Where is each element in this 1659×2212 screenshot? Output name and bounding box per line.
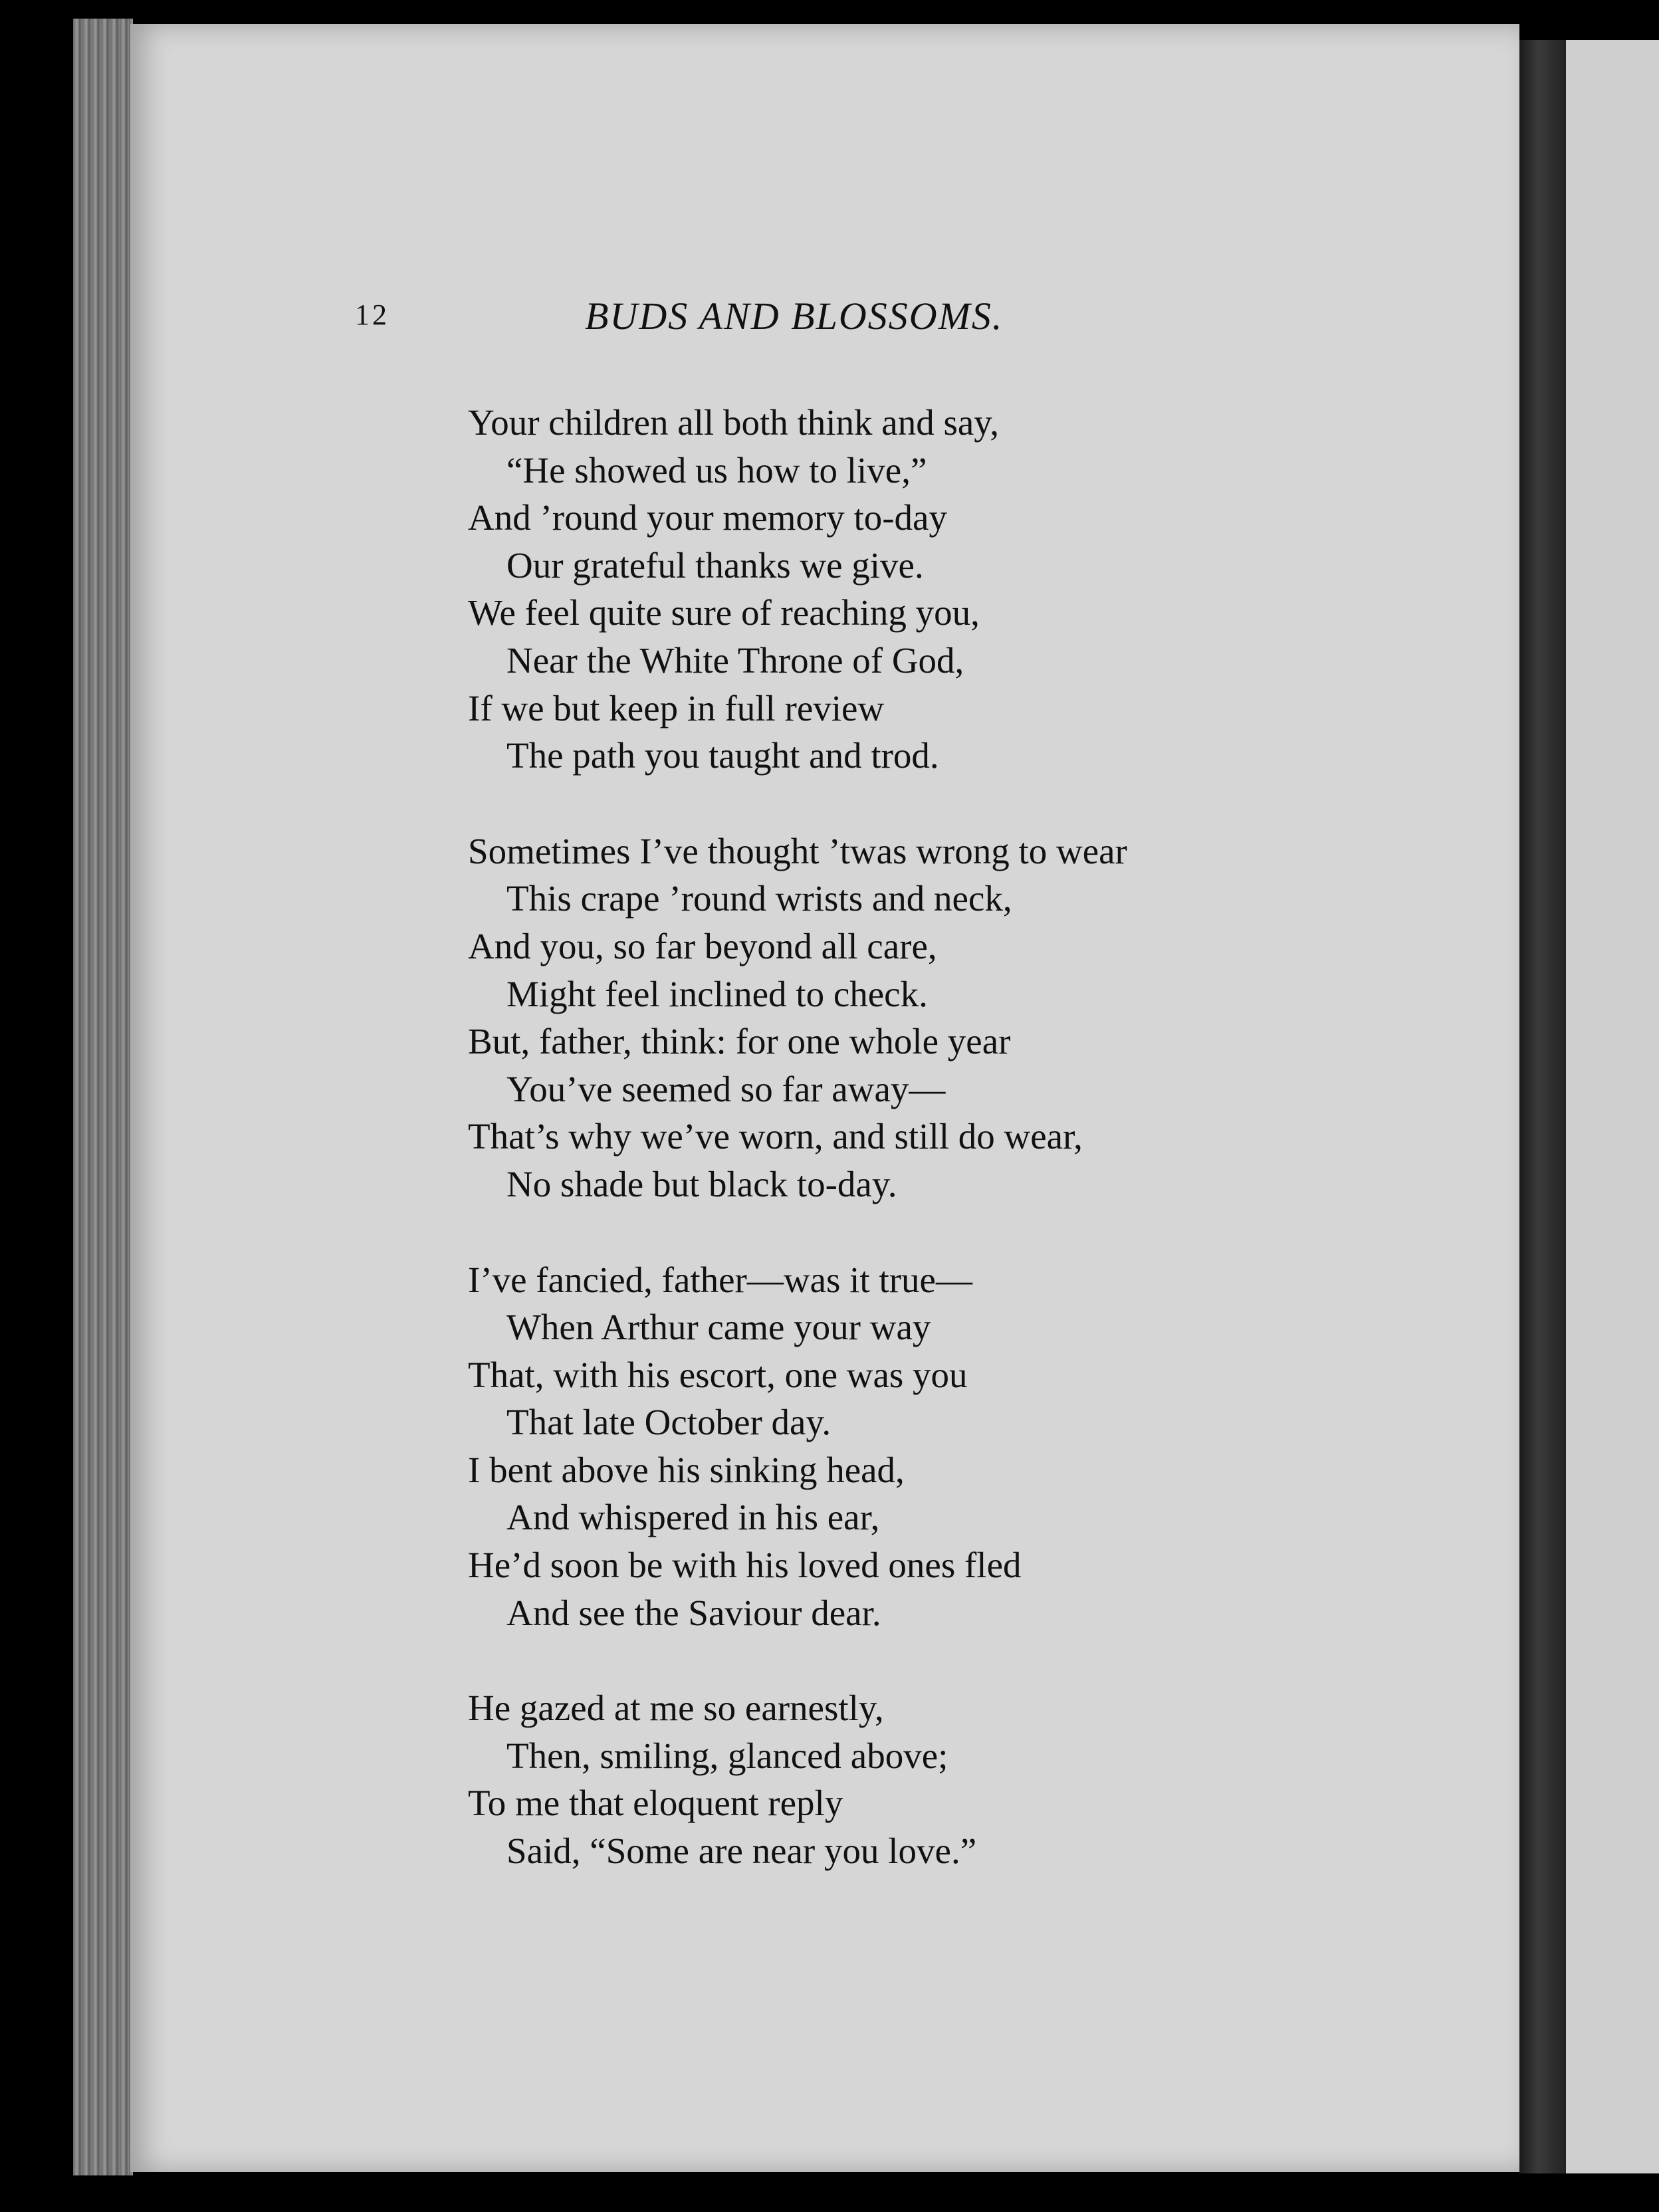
stanza-1 [468, 399, 1505, 780]
poem-line: And ’round your memory to-day [468, 497, 947, 538]
page-edges [73, 19, 133, 2175]
stanza-4 [468, 1684, 1505, 1874]
poem-line: But, father, think: for one whole year [468, 1021, 1011, 1062]
stanza-2 [468, 828, 1505, 1208]
poem-line: This crape ’round wrists and neck, [506, 878, 1012, 919]
running-head: BUDS AND BLOSSOMS. [585, 294, 1004, 338]
poem-line: Sometimes I’ve thought ’twas wrong to wear [468, 830, 1127, 871]
poem-line: The path you taught and trod. [506, 735, 939, 776]
facing-page-edge [1566, 40, 1659, 2173]
poem-line: That’s why we’ve worn, and still do wear, [468, 1116, 1083, 1157]
stanza-3 [468, 1256, 1505, 1637]
poem-line: We feel quite sure of reaching you, [468, 592, 980, 633]
poem-line: And whispered in his ear, [506, 1497, 880, 1538]
poem-line: And see the Saviour dear. [506, 1592, 881, 1633]
poem-line: Then, smiling, glanced above; [506, 1735, 948, 1776]
poem-line: That late October day. [506, 1402, 831, 1443]
poem-line: I bent above his sinking head, [468, 1449, 905, 1490]
poem-line: You’ve seemed so far away— [506, 1068, 946, 1109]
poem-line: Near the White Throne of God, [506, 639, 964, 681]
page-number: 12 [355, 298, 389, 331]
poem-line: To me that eloquent reply [468, 1783, 843, 1824]
poem-line: If we but keep in full review [468, 687, 885, 728]
poem-line: That, with his escort, one was you [468, 1354, 968, 1395]
poem [468, 399, 1505, 1923]
poem-line: Said, “Some are near you love.” [506, 1830, 977, 1872]
poem-line: Your children all both think and say, [468, 402, 999, 443]
poem-line: He gazed at me so earnestly, [468, 1688, 884, 1729]
poem-line: Might feel inclined to check. [506, 973, 928, 1014]
poem-line: I’ve fancied, father—was it true— [468, 1259, 972, 1300]
binding-gutter [1519, 40, 1566, 2173]
poem-line: “He showed us how to live,” [506, 449, 927, 491]
poem-line: No shade but black to-day. [506, 1163, 897, 1204]
poem-line: And you, so far beyond all care, [468, 925, 937, 966]
poem-line: He’d soon be with his loved ones fled [468, 1545, 1022, 1586]
poem-line: When Arthur came your way [506, 1307, 931, 1348]
poem-line: Our grateful thanks we give. [506, 544, 924, 586]
